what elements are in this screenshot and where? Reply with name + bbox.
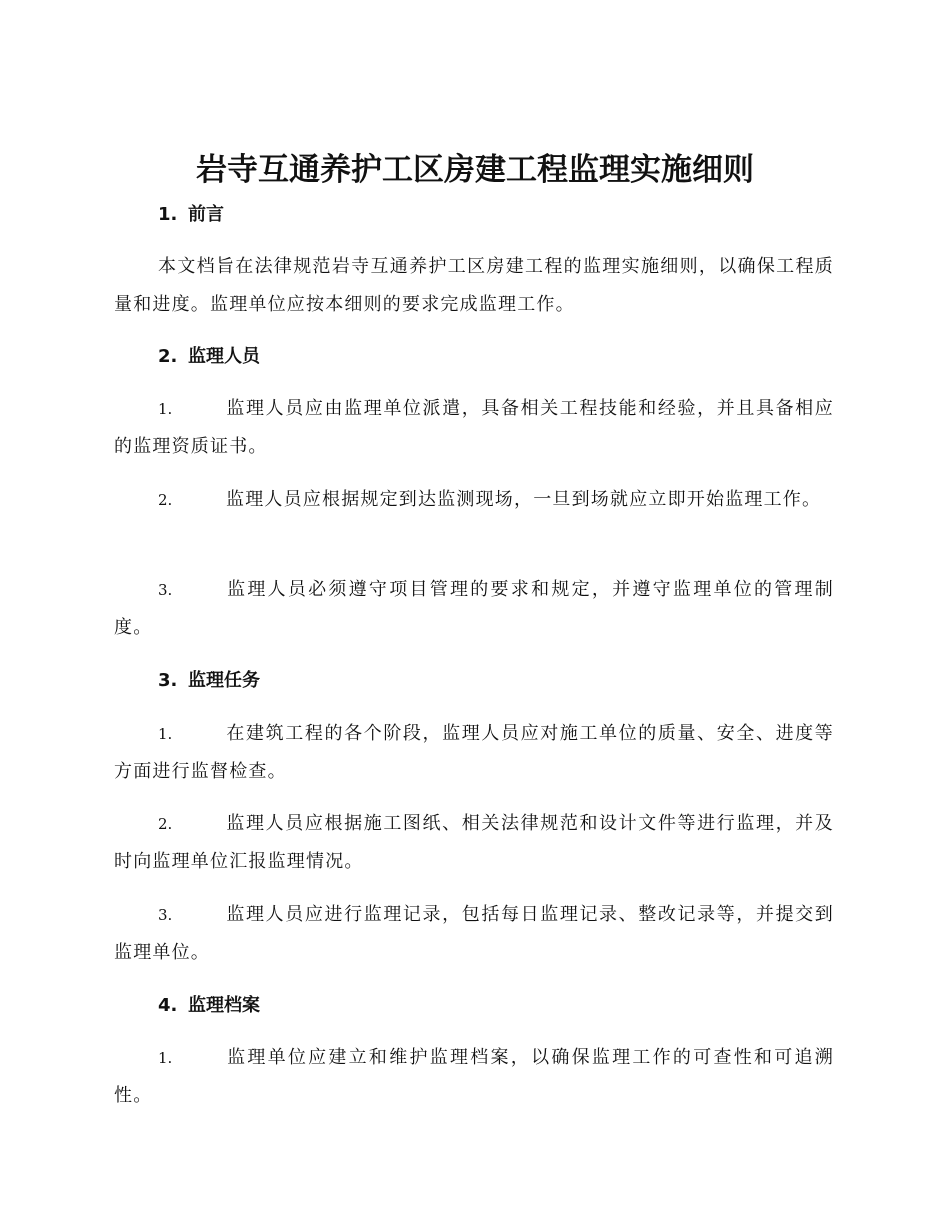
item-number: 2. [158, 491, 173, 509]
preface-paragraph: 本文档旨在法律规范岩寺互通养护工区房建工程的监理实施细则，以确保工程质量和进度。监理单位应按本细则的要求完成监理工作。 [114, 256, 834, 315]
item-number: 3. [158, 906, 173, 924]
item-number: 1. [158, 400, 173, 418]
item-number: 1. [158, 1049, 173, 1067]
section-heading-archives [158, 993, 260, 1019]
section-heading-preface [158, 202, 224, 228]
item-number: 2. [158, 815, 173, 833]
item-text: 在建筑工程的各个阶段，监理人员应对施工单位的质量、安全、进度等方面进行监督检查。 [114, 723, 834, 782]
section-title: 前言 [188, 204, 224, 225]
item-number: 1. [158, 725, 173, 743]
section-number: 2. [158, 346, 178, 367]
item-text: 监理人员应根据施工图纸、相关法律规范和设计文件等进行监理，并及时向监理单位汇报监理情况。 [114, 813, 834, 872]
item-text: 监理人员应根据规定到达监测现场，一旦到场就应立即开始监理工作。 [226, 489, 822, 510]
section-title: 监理档案 [188, 995, 260, 1016]
list-item [114, 481, 834, 519]
item-text: 监理单位应建立和维护监理档案，以确保监理工作的可查性和可追溯性。 [114, 1047, 834, 1106]
list-item [114, 715, 834, 791]
item-text: 监理人员必须遵守项目管理的要求和规定，并遵守监理单位的管理制度。 [114, 579, 834, 638]
document-title: 岩寺互通养护工区房建工程监理实施细则 [196, 152, 754, 188]
section-number: 4. [158, 995, 178, 1016]
section-heading-personnel [158, 344, 260, 370]
section-number: 1. [158, 204, 178, 225]
section-title: 监理任务 [188, 670, 260, 691]
item-text: 监理人员应由监理单位派遣，具备相关工程技能和经验，并且具备相应的监理资质证书。 [114, 398, 834, 457]
item-text: 监理人员应进行监理记录，包括每日监理记录、整改记录等，并提交到监理单位。 [114, 904, 834, 963]
section-title: 监理人员 [188, 346, 260, 367]
list-item [114, 1039, 834, 1115]
section-number: 3. [158, 670, 178, 691]
list-item [114, 390, 834, 466]
item-number: 3. [158, 581, 173, 599]
list-item [114, 896, 834, 972]
section-heading-tasks [158, 668, 260, 694]
list-item [114, 805, 834, 881]
list-item [114, 571, 834, 647]
